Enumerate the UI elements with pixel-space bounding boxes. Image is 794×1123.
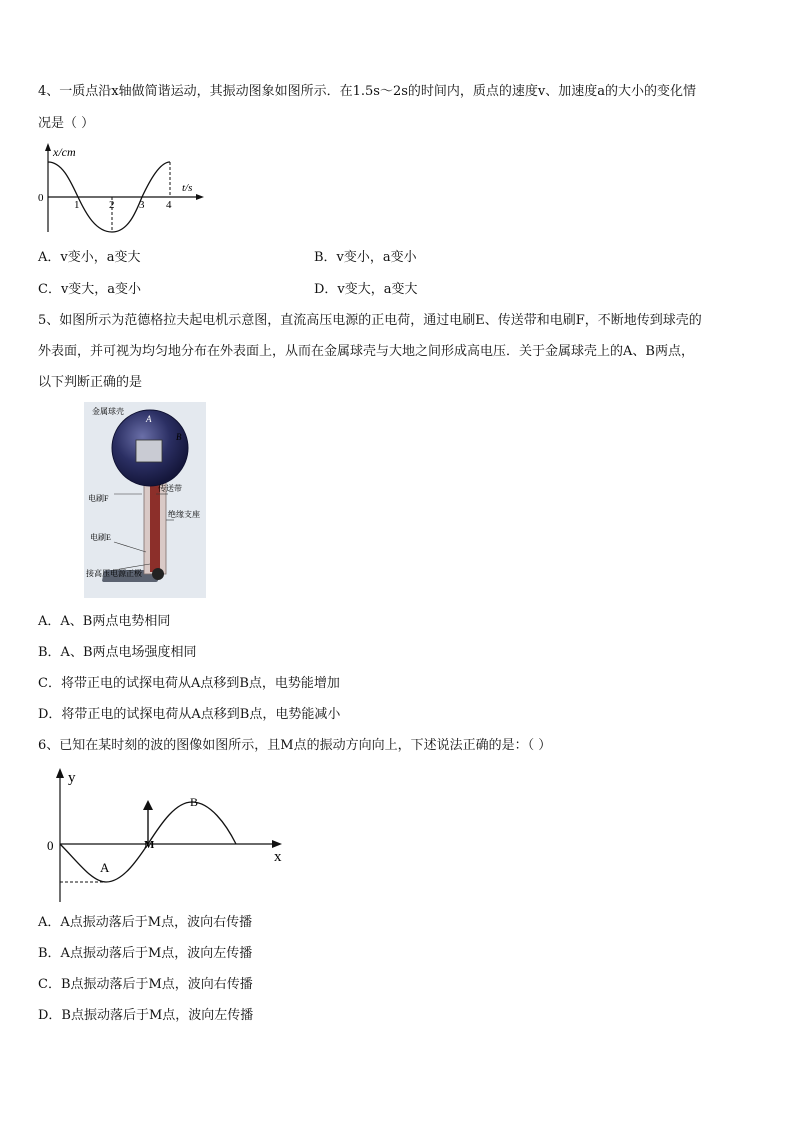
q5-label-b: B <box>176 432 182 442</box>
q6-option-d: D．B点振动落后于M点，波向左传播 <box>38 1008 254 1023</box>
q4-option-a: A．v变小，a变大 <box>38 250 141 265</box>
q4-option-b: B．v变小，a变小 <box>314 250 417 265</box>
q6-option-b: B．A点振动落后于M点，波向左传播 <box>38 946 253 961</box>
q6-point-a-label: A <box>100 860 110 875</box>
q5-stem-line2: 外表面，并可视为均匀地分布在外表面上，从而在金属球壳与大地之间形成高电压．关于金属球壳上的A、B两点， <box>38 344 694 359</box>
q5-stem-line1: 5、如图所示为范德格拉夫起电机示意图，直流高压电源的正电荷，通过电刷E、传送带和电刷F，不断地传到球壳的 <box>38 313 702 328</box>
q4-x-arrow <box>196 194 204 200</box>
q6-stem: 6、已知在某时刻的波的图像如图所示，且M点的振动方向向上，下述说法正确的是：（ ） <box>38 738 552 753</box>
q5-label-brush-e: 电刷E <box>90 533 111 542</box>
q5-inner-pulley <box>136 440 162 462</box>
q6-option-c: C．B点振动落后于M点，波向右传播 <box>38 977 253 992</box>
q5-stem-line3: 以下判断正确的是 <box>38 375 143 390</box>
q6-point-b-label: B <box>190 795 199 809</box>
q4-stem-line1: 4、一质点沿x轴做简谐运动，其振动图象如图所示．在1.5s～2s的时间内，质点的速度v、加速度a的大小的变化情 <box>38 84 696 99</box>
q5-label-positive: 接高压电源正极 <box>86 569 142 578</box>
q5-van-de-graaff-figure <box>84 402 206 598</box>
q4-tick-4: 4 <box>166 199 172 211</box>
q6-y-label: y <box>68 770 76 786</box>
q6-option-a: A．A点振动落后于M点，波向右传播 <box>38 915 253 930</box>
q4-y-arrow <box>45 143 51 151</box>
q5-label-belt: 传送带 <box>158 484 182 493</box>
q5-base-knob <box>152 568 164 580</box>
q5-label-brush-f: 电刷F <box>88 494 109 503</box>
q5-label-support: 绝缘支座 <box>168 510 200 519</box>
q6-m-arrow-head <box>143 800 153 810</box>
q5-option-b: B．A、B两点电场强度相同 <box>38 645 197 660</box>
q4-option-d: D．v变大，a变大 <box>314 282 418 297</box>
q6-x-label: x <box>274 849 282 865</box>
q4-tick-1: 1 <box>74 199 80 211</box>
q4-y-label: x/cm <box>53 145 76 159</box>
q6-x-arrow <box>272 840 282 848</box>
q4-vibration-graph <box>36 142 206 234</box>
q4-tick-2: 2 <box>109 199 115 211</box>
q6-y-arrow <box>56 768 64 778</box>
q5-label-a: A <box>146 414 152 424</box>
q6-wave-graph <box>44 766 290 906</box>
q4-stem-line2: 况是（ ） <box>38 116 95 131</box>
q5-option-d: D．将带正电的试探电荷从A点移到B点，电势能减小 <box>38 707 341 722</box>
q5-option-c: C．将带正电的试探电荷从A点移到B点，电势能增加 <box>38 676 340 691</box>
q6-point-m-label: M <box>144 839 155 851</box>
q4-x-label: t/s <box>182 182 193 194</box>
q4-option-c: C．v变大，a变小 <box>38 282 142 297</box>
q4-origin-label: 0 <box>38 192 44 204</box>
q4-tick-3: 3 <box>139 199 145 211</box>
q6-origin-label: 0 <box>47 838 54 853</box>
q5-label-shell: 金属球壳 <box>92 407 124 416</box>
q5-option-a: A．A、B两点电势相同 <box>38 614 171 629</box>
